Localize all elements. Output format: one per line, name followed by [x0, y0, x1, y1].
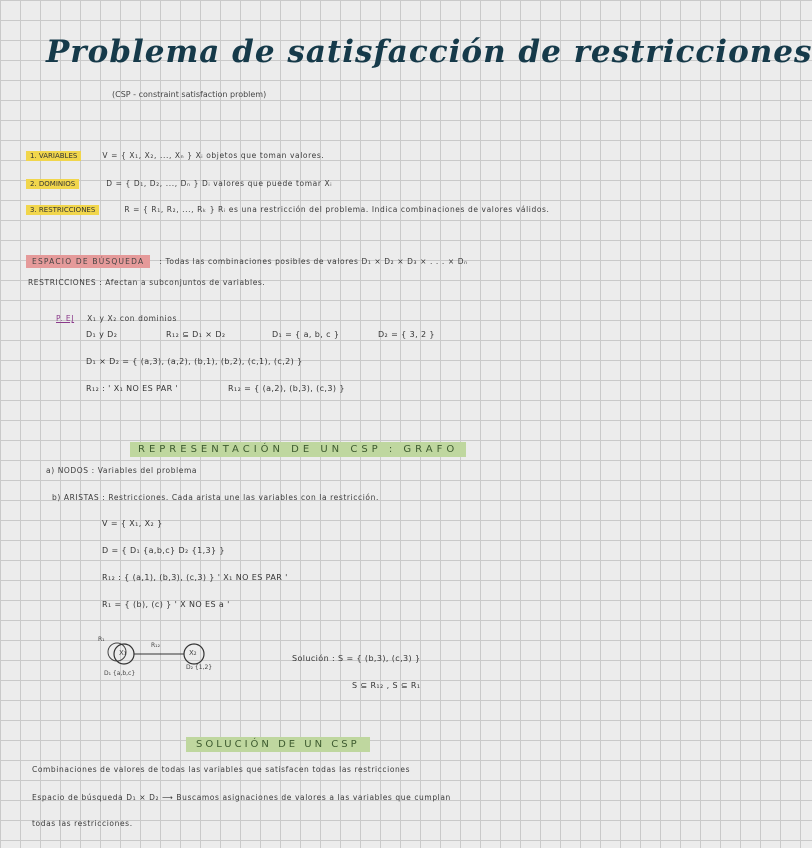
- representation-r12: R₁₂ : { (a,1), (b,3), (c,3) } ' X₁ NO ES PAR ': [102, 573, 288, 582]
- solution-line-3: todas las restricciones.: [32, 819, 133, 828]
- solution-line-1: Combinaciones de valores de todas las variables que satisfacen todas las restricciones: [32, 765, 411, 774]
- example-domains: D₁ y D₂: [86, 330, 118, 339]
- text-restrictions: R = { R₁, R₂, ..., Rₖ } Rᵢ es una restricción del problema. Indica combinaciones de valores válidos.: [124, 205, 550, 214]
- graph-x1-label: X₁: [119, 649, 127, 657]
- page-title: Problema de satisfacción de restricciones: [46, 34, 812, 70]
- definition-restrictions: [26, 197, 550, 216]
- definition-variables: [26, 143, 324, 162]
- representation-heading-text: REPRESENTACIÓN DE UN CSP : GRAFO: [130, 442, 466, 457]
- text-search-space: : Todas las combinaciones posibles de valores D₁ × D₂ × D₃ × . . . × Dₙ: [159, 257, 468, 266]
- graph-d2-label: D₂ {1,2}: [186, 664, 213, 671]
- graph-solution-subset: S ⊆ R₁₂ , S ⊆ R₁: [352, 681, 421, 690]
- label-variables: 1. VARIABLES: [26, 151, 81, 161]
- text-domains: D = { D₁, D₂, ..., Dₙ } Dᵢ valores que puede tomar Xᵢ: [106, 179, 333, 188]
- representation-heading: [130, 437, 466, 456]
- page-subtitle: (CSP - constraint satisfaction problem): [112, 90, 267, 99]
- representation-d: D = { D₁ {a,b,c} D₂ {1,3} }: [102, 546, 225, 555]
- solution-heading-text: SOLUCIÓN DE UN CSP: [186, 737, 370, 752]
- example-d1: D₁ = { a, b, c }: [272, 330, 340, 339]
- representation-r1: R₁ = { (b), (c) } ' X NO ES a ': [102, 600, 230, 609]
- example-label: P. EJ: [56, 314, 75, 323]
- example-r12-subset: R₁₂ ⊆ D₁ × D₂: [166, 330, 226, 339]
- example-d2: D₂ = { 3, 2 }: [378, 330, 435, 339]
- text-variables: V = { X₁, X₂, ..., Xₙ } Xᵢ objetos que toman valores.: [102, 151, 325, 160]
- label-restrictions: 3. RESTRICCIONES: [26, 205, 99, 215]
- example-r12-rule: R₁₂ : ' X₁ NO ES PAR ': [86, 384, 179, 393]
- definition-domains: [26, 171, 332, 190]
- example-intro: [56, 306, 177, 325]
- search-space: [26, 249, 468, 268]
- label-search-space: ESPACIO DE BÚSQUEDA: [26, 255, 150, 268]
- example-r12-set: R₁₂ = { (a,2), (b,3), (c,3) }: [228, 384, 345, 393]
- restrictions-line: RESTRICCIONES : Afectan a subconjuntos de variables.: [28, 278, 266, 287]
- example-cartesian: D₁ × D₂ = { (a,3), (a,2), (b,1), (b,2), (c,1), (c,2) }: [86, 357, 303, 366]
- graph-x2-label: X₂: [189, 649, 197, 657]
- graph-d1-label: D₁ {a,b,c}: [104, 670, 136, 677]
- representation-edges: b) ARISTAS : Restricciones. Cada arista une las variables con la restricción.: [52, 493, 379, 502]
- example-intro-text: X₁ y X₂ con dominios: [87, 314, 177, 323]
- solution-line-2: Espacio de búsqueda D₁ × D₂ ⟶ Buscamos asignaciones de valores a las variables que cumplan: [32, 793, 451, 802]
- representation-v: V = { X₁, X₂ }: [102, 519, 163, 528]
- graph-r12-label: R₁₂: [151, 642, 160, 649]
- graph-r1-label: R₁: [98, 636, 105, 643]
- label-domains: 2. DOMINIOS: [26, 179, 79, 189]
- representation-nodes: a) NODOS : Variables del problema: [46, 466, 198, 475]
- graph-solution: Solución : S = { (b,3), (c,3) }: [292, 654, 421, 663]
- solution-heading: [186, 732, 370, 751]
